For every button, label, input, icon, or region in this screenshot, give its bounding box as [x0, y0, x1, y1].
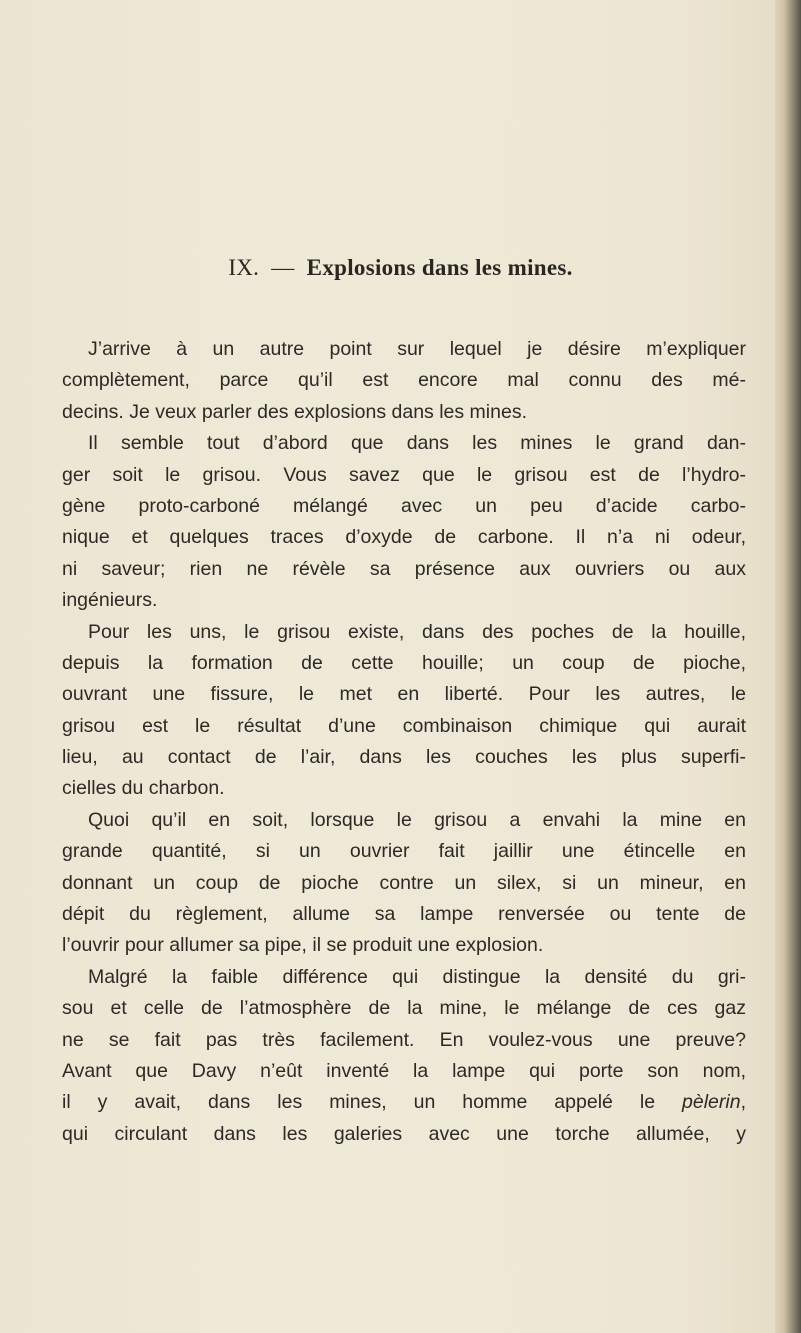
text-line: Quoi qu’il en soit, lorsque le grisou a envahi la mine en [88, 808, 746, 831]
chapter-title: Explosions dans les mines. [306, 255, 573, 280]
chapter-heading [0, 255, 801, 281]
text-line: Avant que Davy n’eût inventé la lampe qui porte son nom, [62, 1059, 746, 1082]
text-line: lieu, au contact de l’air, dans les couches les plus superfi- [62, 746, 746, 769]
text-line: decins. Je veux parler des explosions dans les mines. [62, 400, 527, 423]
text-line: cielles du charbon. [62, 777, 225, 800]
text-segment: il y avait, dans les mines, un homme appelé le [62, 1091, 683, 1114]
text-line: dépit du règlement, allume sa lampe renversée ou tente de [62, 903, 746, 926]
chapter-dash: — [271, 255, 295, 280]
page-edge [775, 0, 801, 1333]
text-line: ni saveur; rien ne révèle sa présence aux ouvriers ou aux [62, 557, 746, 580]
chapter-number: IX. [228, 255, 260, 280]
text-line: ingénieurs. [62, 589, 158, 612]
text-line: Malgré la faible différence qui distingue la densité du gri- [88, 965, 746, 988]
text-line: nique et quelques traces d’oxyde de carbone. Il n’a ni odeur, [62, 526, 746, 549]
text-line: grisou est le résultat d’une combinaison chimique qui aurait [62, 714, 746, 737]
text-line [62, 1087, 746, 1118]
text-line: ne se fait pas très facilement. En voulez-vous une preuve? [62, 1028, 746, 1051]
text-line: J’arrive à un autre point sur lequel je désire m’expliquer [88, 338, 746, 360]
text-line: Pour les uns, le grisou existe, dans des poches de la houille, [88, 620, 746, 643]
text-line: qui circulant dans les galeries avec une torche allumée, y [62, 1122, 746, 1145]
text-line: sou et celle de l’atmosphère de la mine, le mélange de ces gaz [62, 997, 746, 1020]
text-line: complètement, parce qu’il est encore mal connu des mé- [62, 369, 746, 392]
text-line: gène proto-carboné mélangé avec un peu d’acide carbo- [62, 494, 746, 517]
text-line: donnant un coup de pioche contre un silex, si un mineur, en [62, 871, 746, 894]
text-line: ouvrant une fissure, le met en liberté. Pour les autres, le [62, 683, 746, 706]
text-segment: , [740, 1091, 746, 1114]
text-line: grande quantité, si un ouvrier fait jaillir une étincelle en [62, 840, 746, 863]
text-line: ger soit le grisou. Vous savez que le grisou est de l’hydro- [62, 463, 746, 486]
italic-word: pèlerin [682, 1091, 741, 1114]
text-line: l’ouvrir pour allumer sa pipe, il se produit une explosion. [62, 934, 544, 957]
text-line: Il semble tout d’abord que dans les mines le grand dan- [88, 432, 746, 455]
text-line: depuis la formation de cette houille; un coup de pioche, [62, 651, 746, 674]
body-text [62, 334, 746, 1150]
